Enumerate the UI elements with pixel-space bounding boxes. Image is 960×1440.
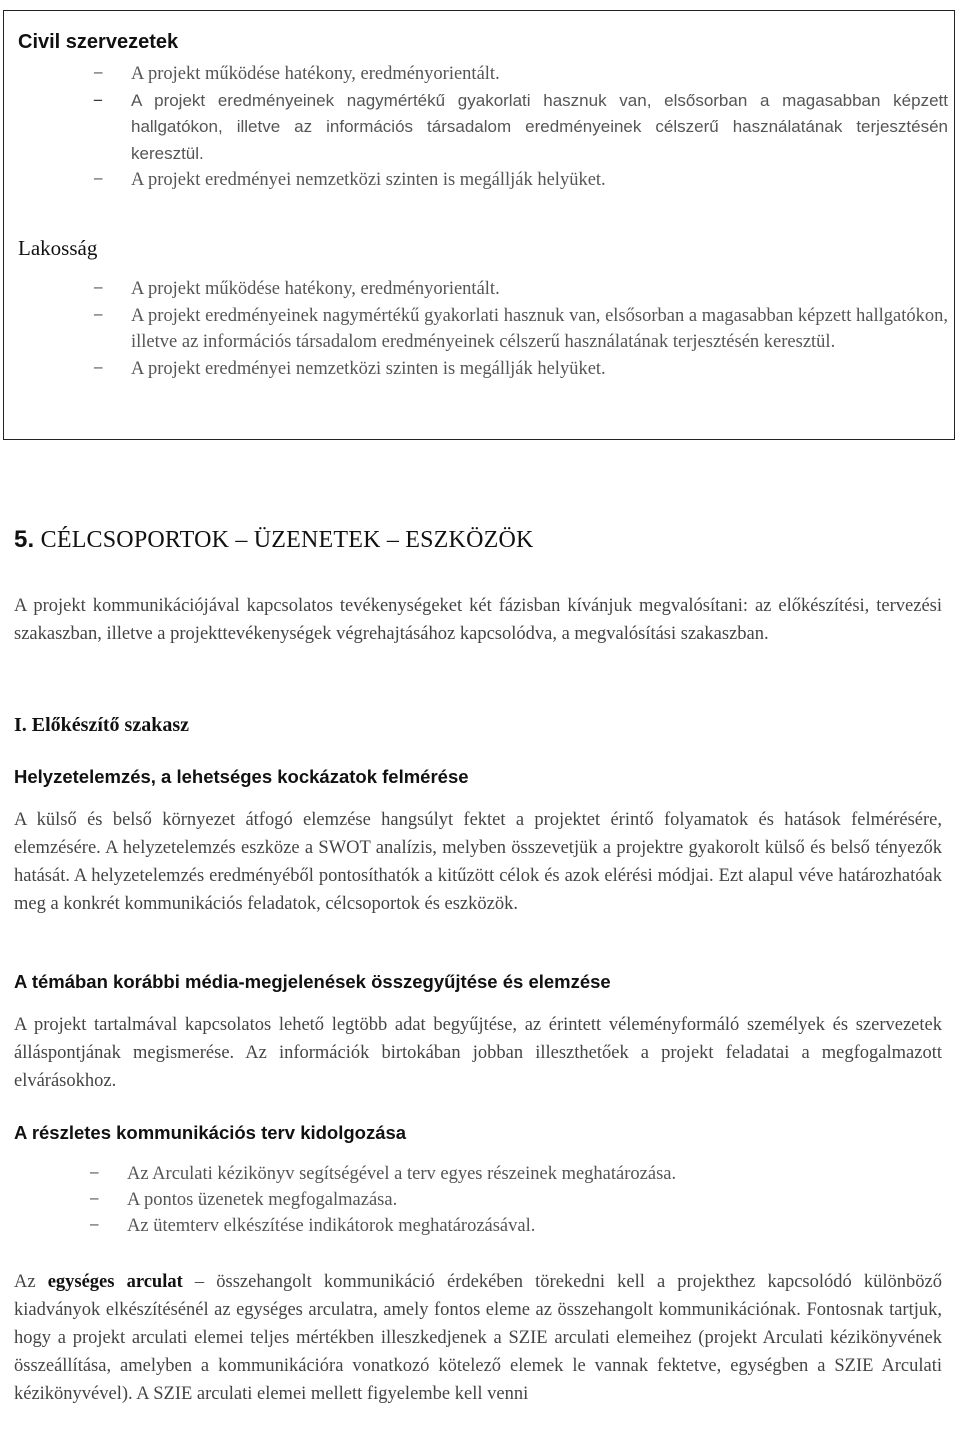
- target-groups-box: [3, 10, 955, 440]
- civil-list: [93, 61, 948, 194]
- list-item: − A projekt eredményei nemzetközi szinten is megállják helyüket.: [93, 167, 948, 194]
- arculat-text: – összehangolt kommunikáció érdekében törekedni kell a projekthez kapcsolódó különböző kiadványok elkészítésénél az egységes arculatra, amely fontos eleme az összehangolt kommunikációnak. Fontosnak tartjuk, hogy a projekt arculati elemei teljes mértékben illeszkedjenek a SZIE arculati elemeihez (projekt Arculati kézikönyvének összeállítása, amelyben a kommunikációra vonatkozó kötelező elemek le vannak fektetve, egységben a SZIE Arculati kézikönyvével). A SZIE arculati elemei mellett figyelembe kell venni: [14, 1272, 942, 1404]
- media-heading: A témában korábbi média-megjelenések összegyűjtése és elemzése: [14, 971, 611, 992]
- list-item: − Az Arculati kézikönyv segítségével a terv egyes részeinek meghatározása.: [89, 1161, 944, 1187]
- arculat-paragraph: [14, 1268, 942, 1408]
- section-title-text: CÉLCSOPORTOK – ÜZENETEK – ESZKÖZÖK: [40, 527, 534, 553]
- media-paragraph: A projekt tartalmával kapcsolatos lehető legtöbb adat begyűjtése, az érintett véleményformáló személyek és szervezetek álláspontjának megismerése. Az információk birtokában jobban illeszthetőek a projekt feladatai a megfogalmazott elvárásokhoz.: [14, 1015, 942, 1091]
- arculat-prefix: Az: [14, 1272, 48, 1292]
- phase-heading: I. Előkészítő szakasz: [14, 714, 189, 736]
- list-item: − A projekt eredményeinek nagymértékű gyakorlati hasznuk van, elsősorban a magasabban képzett hallgatókon, illetve az információs társadalom eredményeinek célszerű használatának terjesztésén keresztül.: [93, 88, 948, 168]
- list-item: − A projekt működése hatékony, eredményorientált.: [93, 276, 948, 303]
- civil-heading: Civil szervezetek: [18, 31, 179, 53]
- lakossag-heading: Lakosság: [18, 236, 98, 260]
- section-title: [14, 526, 534, 554]
- helyzet-heading: Helyzetelemzés, a lehetséges kockázatok felmérése: [14, 766, 469, 787]
- terv-list: [89, 1161, 944, 1239]
- arculat-bold: egységes arculat: [47, 1272, 183, 1292]
- list-item: − Az ütemterv elkészítése indikátorok meghatározásával.: [89, 1213, 944, 1239]
- section-number: 5.: [14, 526, 35, 553]
- list-item: − A projekt eredményeinek nagymértékű gyakorlati hasznuk van, elsősorban a magasabban képzett hallgatókon, illetve az információs társadalom eredményeinek célszerű használatának terjesztésén keresztül.: [93, 303, 948, 356]
- terv-heading: A részletes kommunikációs terv kidolgozása: [14, 1122, 407, 1143]
- list-item: − A projekt működése hatékony, eredményorientált.: [93, 61, 948, 88]
- intro-paragraph: A projekt kommunikációjával kapcsolatos tevékenységeket két fázisban kívánjuk megvalósítani: az előkészítési, tervezési szakaszban, illetve a projekttevékenységek végrehajtásához kapcsolódva, a megvalósítási szakaszban.: [14, 596, 942, 644]
- helyzet-paragraph: A külső és belső környezet átfogó elemzése hangsúlyt fektet a projektet érintő folyamatok és hatások felmérésére, elemzésére. A helyzetelemzés eszköze a SWOT analízis, melyben összevetjük a projektre gyakorolt külső és belső tényezők hatását. A helyzetelemzés eredményéből pontosíthatók a kitűzött célok és azok elérési módjai. Ezt alapul véve határozhatóak meg a konkrét kommunikációs feladatok, célcsoportok és eszközök.: [14, 810, 942, 914]
- list-item: − A projekt eredményei nemzetközi szinten is megállják helyüket.: [93, 356, 948, 383]
- lakossag-list: [93, 276, 948, 382]
- list-item: − A pontos üzenetek megfogalmazása.: [89, 1187, 944, 1213]
